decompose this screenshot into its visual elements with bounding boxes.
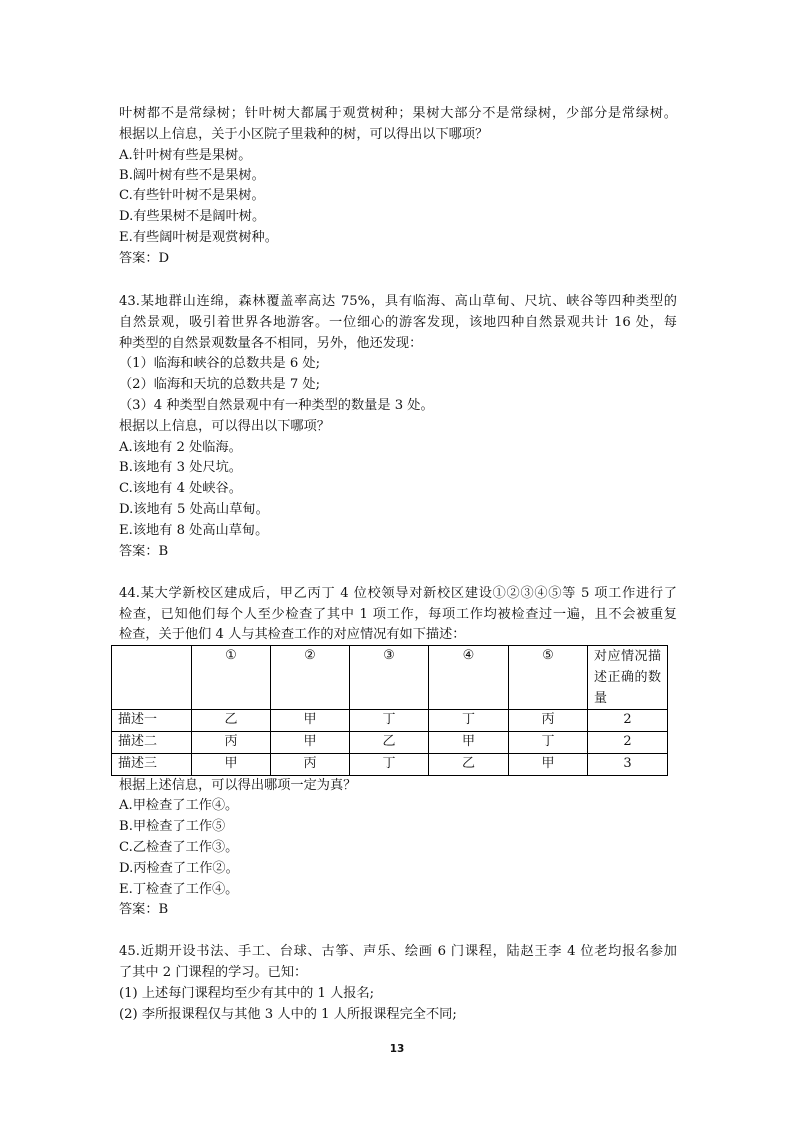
q42-option-c: C.有些针叶树不是果树。 (119, 188, 265, 203)
table-cell: 丁 (350, 754, 429, 776)
table-row (112, 754, 668, 776)
q43-option-d: D.该地有 5 处高山草甸。 (119, 502, 269, 517)
table-cell: 甲 (271, 710, 350, 732)
table-cell: 丙 (271, 754, 350, 776)
table-cell: 甲 (192, 754, 271, 776)
q44-stem-line-3: 检查，关于他们 4 人与其检查工作的对应情况有如下描述： (119, 627, 466, 642)
table-header-cell: 对应情况描述正确的数量 (588, 646, 668, 710)
q42-question: 根据以上信息，关于小区院子里栽种的树，可以得出以下哪项？ (119, 127, 489, 142)
table-cell: 丁 (429, 710, 509, 732)
table-cell: 乙 (429, 754, 509, 776)
table-cell: 丁 (350, 710, 429, 732)
table-cell: 乙 (192, 710, 271, 732)
q42-option-d: D.有些果树不是阔叶树。 (119, 209, 266, 224)
q43-stem-line-2: 自然景观，吸引着世界各地游客。一位细心的游客发现，该地四种自然景观共计 16 处，每 (119, 315, 677, 330)
q43-option-a: A.该地有 2 处临海。 (119, 440, 242, 455)
q43-condition-3: （3）4 种类型自然景观中有一种类型的数量是 3 处。 (119, 398, 434, 413)
q42-option-a: A.针叶树有些是果树。 (119, 148, 252, 163)
table-cell: 丙 (192, 732, 271, 754)
table-header-cell: ③ (350, 646, 429, 710)
table-header-cell (112, 646, 192, 710)
q42-option-e: E.有些阔叶树是观赏树种。 (119, 230, 278, 245)
q42-option-b: B.阔叶树有些不是果树。 (119, 168, 265, 183)
table-cell: 2 (588, 732, 668, 754)
q44-option-b: B.甲检查了工作⑤ (119, 819, 226, 834)
q45-stem-line-1: 45.近期开设书法、手工、台球、古筝、声乐、绘画 6 门课程，陆赵王李 4 位老均报名参加 (119, 944, 677, 959)
q45-condition-1: (1) 上述每门课程均至少有其中的 1 人报名; (119, 986, 375, 1001)
table-header-cell: ④ (429, 646, 509, 710)
q43-question: 根据以上信息，可以得出以下哪项？ (119, 419, 330, 434)
q45-stem-line-2: 了其中 2 门课程的学习。已知： (119, 965, 308, 980)
q44-stem-line-2: 检查，已知他们每个人至少检查了其中 1 项工作，每项工作均被检查过一遍，且不会被重复 (119, 607, 677, 622)
q42-answer: 答案：D (119, 251, 170, 266)
table-cell: 描述二 (112, 732, 192, 754)
q44-description-table (111, 645, 668, 776)
table-cell: 2 (588, 710, 668, 732)
q44-answer: 答案：B (119, 902, 169, 917)
q44-option-d: D.丙检查了工作②。 (119, 861, 239, 876)
table-row (112, 710, 668, 732)
q44-question: 根据上述信息，可以得出哪项一定为真？ (119, 778, 357, 793)
table-row (112, 732, 668, 754)
q43-option-e: E.该地有 8 处高山草甸。 (119, 523, 269, 538)
table-cell: 描述三 (112, 754, 192, 776)
q44-option-c: C.乙检查了工作③。 (119, 840, 239, 855)
q43-condition-1: （1）临海和峡谷的总数共是 6 处; (119, 356, 321, 371)
q44-option-e: E.丁检查了工作④。 (119, 882, 239, 897)
table-cell: 甲 (509, 754, 588, 776)
table-header-cell: ② (271, 646, 350, 710)
table-cell: 甲 (429, 732, 509, 754)
table-header-cell: ⑤ (509, 646, 588, 710)
table-header-cell: ① (192, 646, 271, 710)
q44-option-a: A.甲检查了工作④。 (119, 798, 239, 813)
table-cell: 丁 (509, 732, 588, 754)
page-number: 13 (389, 1043, 405, 1055)
q44-stem-line-1: 44.某大学新校区建成后，甲乙丙丁 4 位校领导对新校区建设①②③④⑤等 5 项工作进行了 (119, 586, 677, 601)
q43-stem-line-1: 43.某地群山连绵，森林覆盖率高达 75%，具有临海、高山草甸、尺坑、峡谷等四种类型的 (119, 294, 677, 309)
q42-text-line: 叶树都不是常绿树；针叶树大都属于观赏树种；果树大部分不是常绿树，少部分是常绿树。 (119, 106, 677, 121)
q43-option-c: C.该地有 4 处峡谷。 (119, 481, 242, 496)
table-header-row (112, 646, 668, 710)
table-cell: 甲 (271, 732, 350, 754)
q43-stem-line-3: 种类型的自然景观数量各不相同，另外，他还发现： (119, 336, 423, 351)
table-cell: 3 (588, 754, 668, 776)
table-cell: 描述一 (112, 710, 192, 732)
q45-condition-2: (2) 李所报课程仅与其他 3 人中的 1 人所报课程完全不同; (119, 1007, 457, 1022)
q43-answer: 答案：B (119, 544, 169, 559)
table-cell: 丙 (509, 710, 588, 732)
q43-condition-2: （2）临海和天坑的总数共是 7 处; (119, 377, 321, 392)
q43-option-b: B.该地有 3 处尺坑。 (119, 460, 242, 475)
table-cell: 乙 (350, 732, 429, 754)
